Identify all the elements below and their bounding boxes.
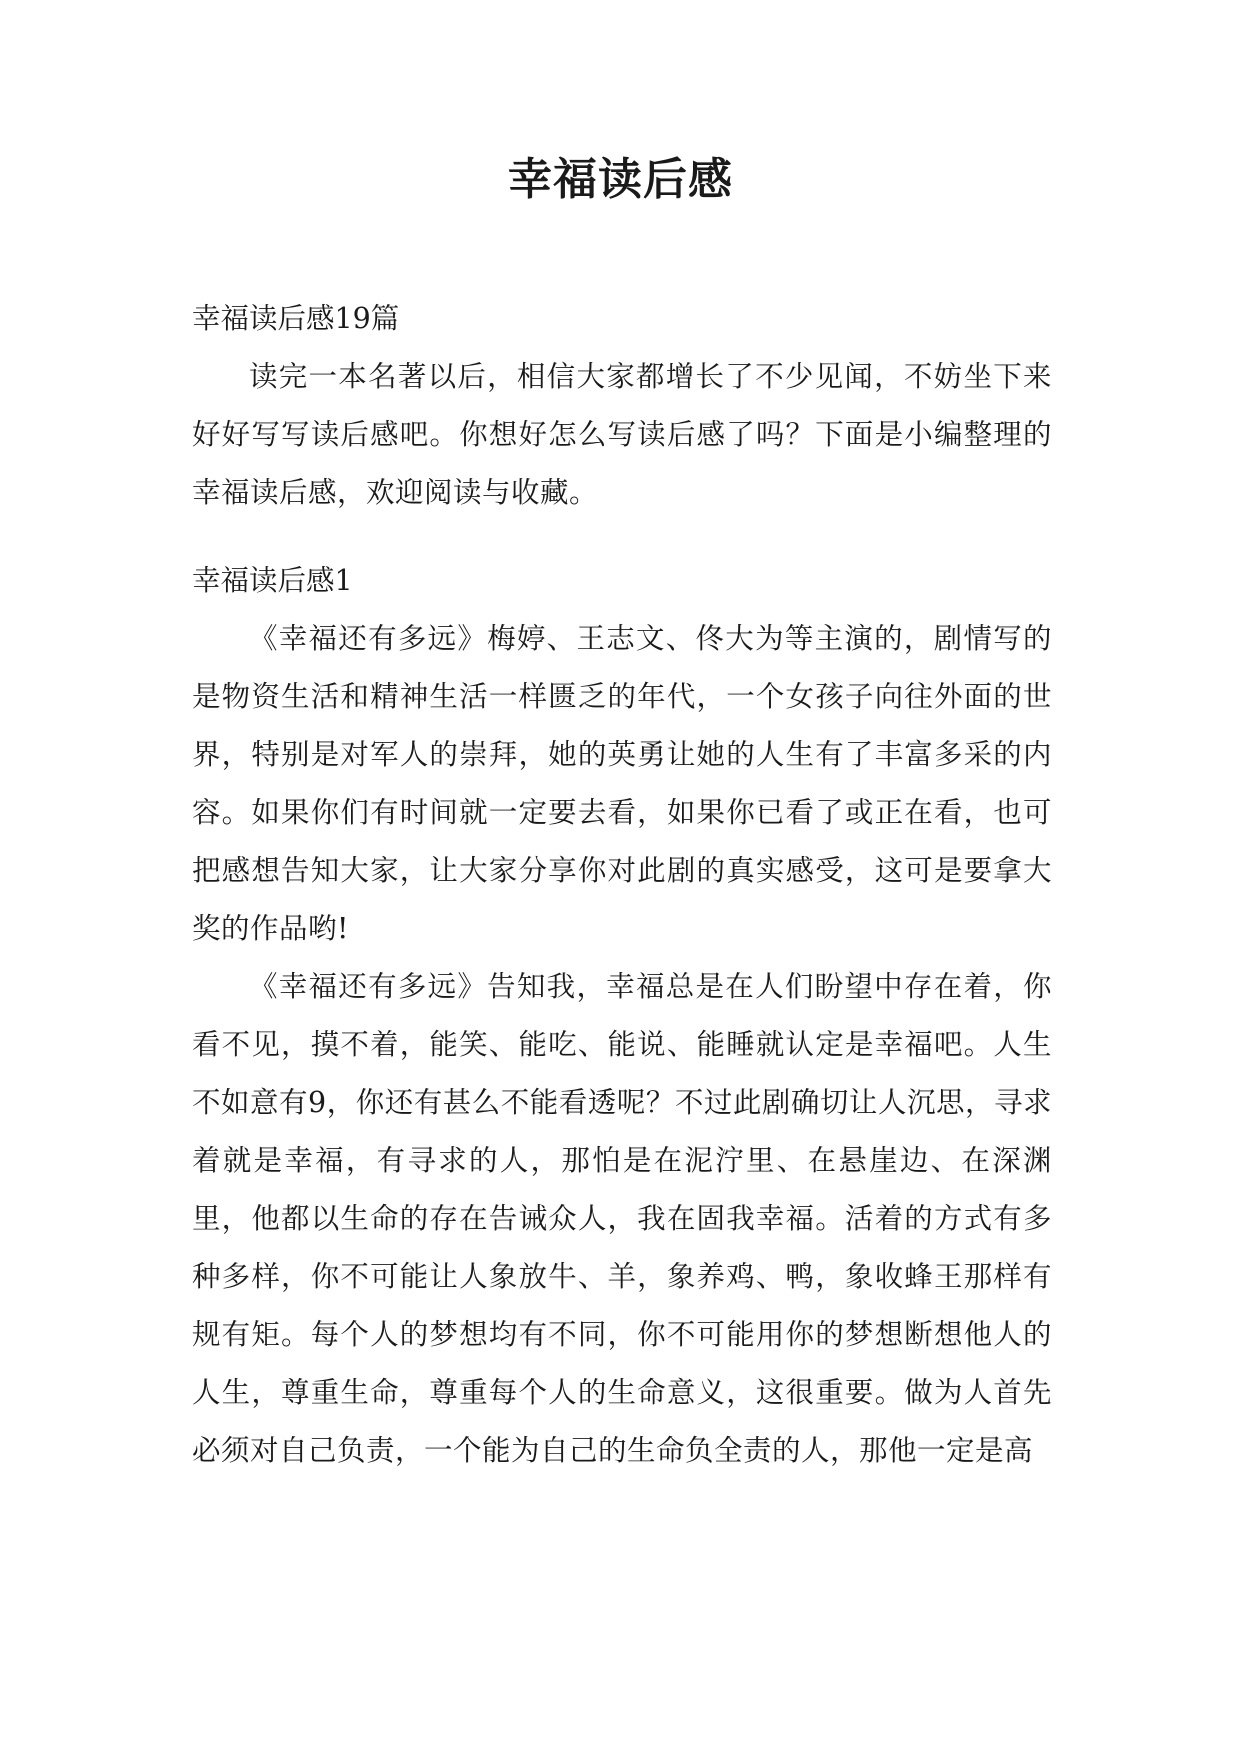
intro-paragraph: 读完一本名著以后，相信大家都增长了不少见闻，不妨坐下来好好写写读后感吧。你想好怎么写读后感了吗？下面是小编整理的幸福读后感，欢迎阅读与收藏。	[192, 360, 1052, 509]
body-paragraph: 《幸福还有多远》告知我，幸福总是在人们盼望中存在着，你看不见，摸不着，能笑、能吃、能说、能睡就认定是幸福吧。人生不如意有9，你还有甚么不能看透呢？不过此剧确切让人沉思，寻求着就是幸福，有寻求的人，那怕是在泥泞里、在悬崖边、在深渊里，他都以生命的存在告诫众人，我在固我幸福。活着的方式有多种多样，你不可能让人象放牛、羊，象养鸡、鸭，象收蜂王那样有规有矩。每个人的梦想均有不同，你不可能用你的梦想断想他人的人生，尊重生命，尊重每个人的生命意义，这很重要。做为人首先必须对自己负责，一个能为自己的生命负全责的人，那他一定是高	[192, 970, 1052, 1467]
document-title: 幸福读后感	[508, 154, 733, 205]
document-body	[192, 290, 1052, 1480]
body-paragraph: 《幸福还有多远》梅婷、王志文、佟大为等主演的，剧情写的是物资生活和精神生活一样匮乏的年代，一个女孩子向往外面的世界，特别是对军人的崇拜，她的英勇让她的人生有了丰富多采的内容。如果你们有时间就一定要去看，如果你已看了或正在看，也可把感想告知大家，让大家分享你对此剧的真实感受，这可是要拿大奖的作品哟!	[192, 622, 1052, 945]
section-heading: 幸福读后感1	[192, 564, 353, 597]
document-subtitle: 幸福读后感19篇	[192, 302, 400, 335]
section-spacer	[192, 522, 1052, 552]
